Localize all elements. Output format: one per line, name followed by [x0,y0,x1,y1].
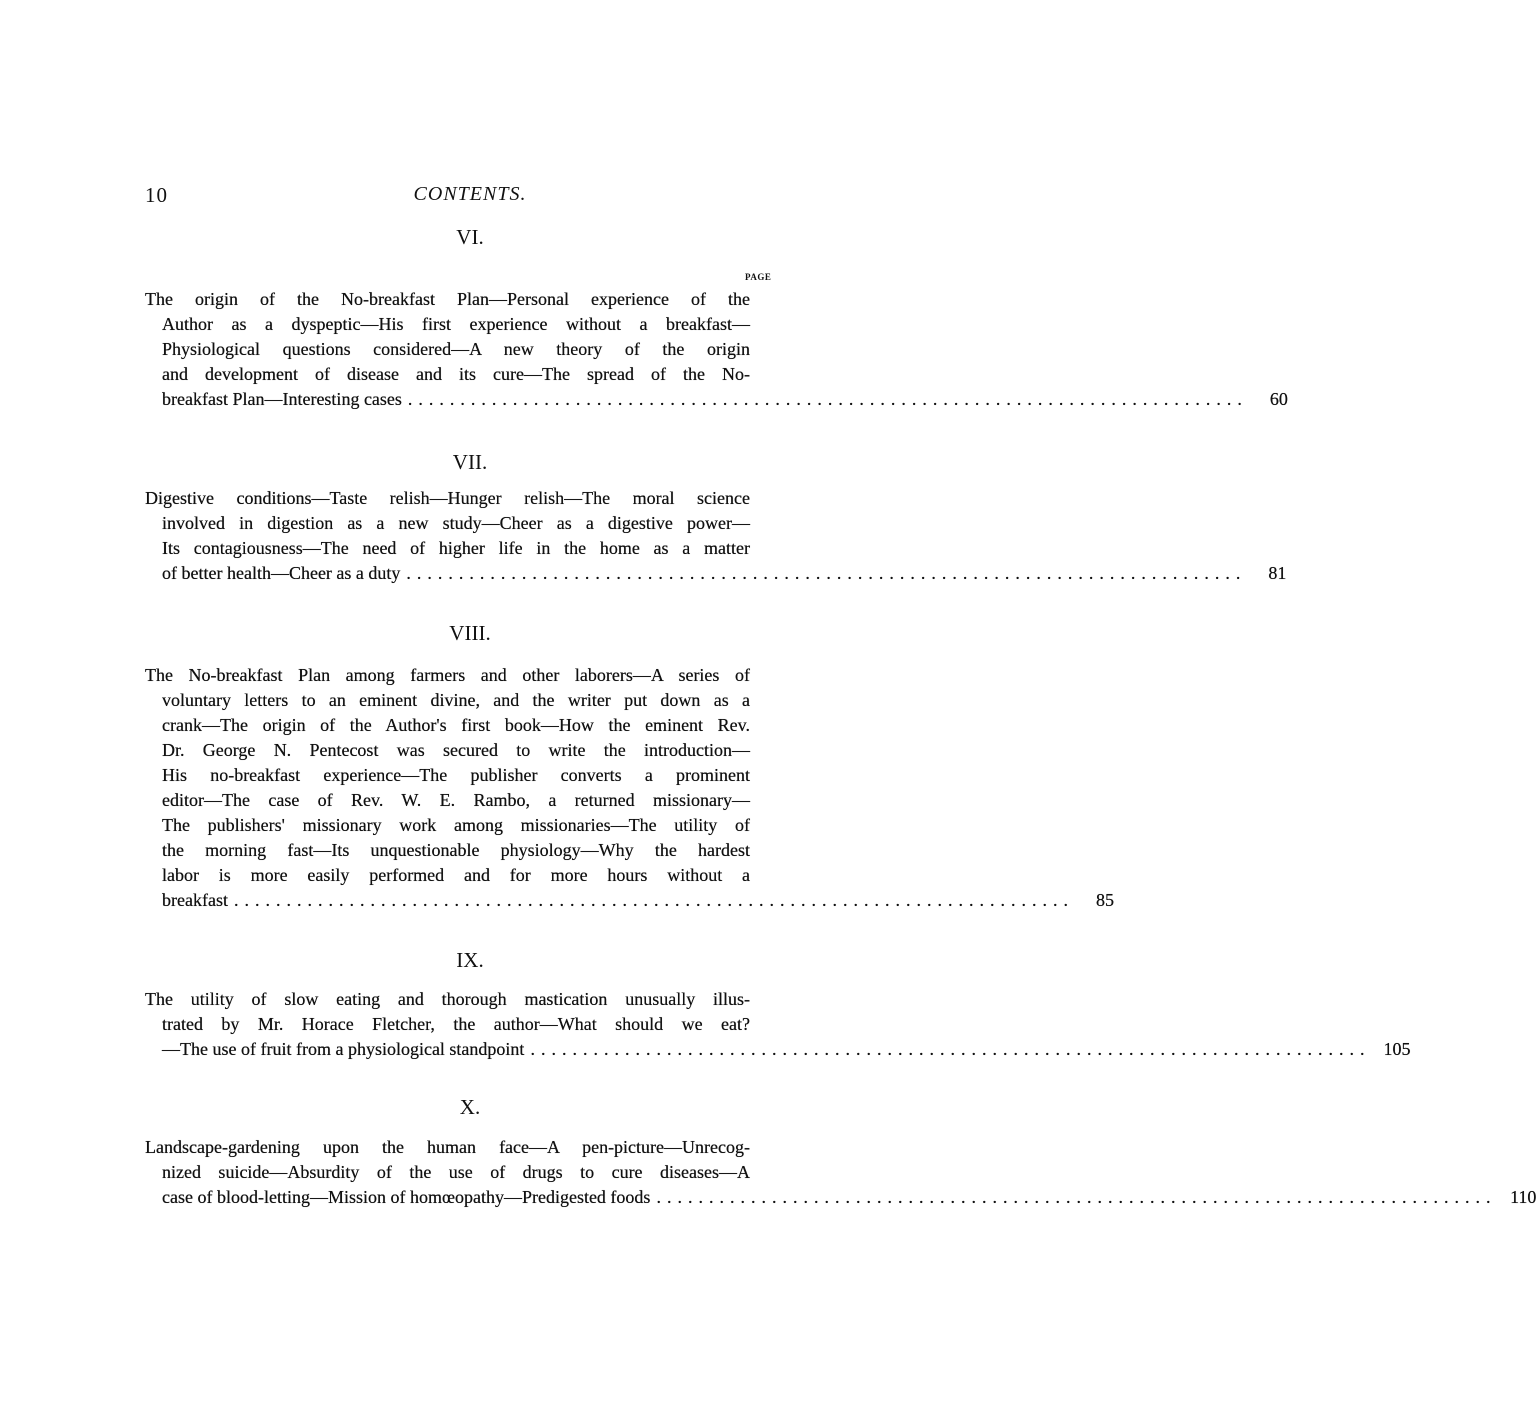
chapter-numeral: IX. [456,948,484,972]
dot-leader: ................................................................................ [407,389,1248,409]
entry-line-text: breakfast Plan—Interesting cases [162,389,402,409]
chapter-numeral: X. [459,1095,481,1119]
chapter-numeral: VII. [452,450,488,474]
entry-line: His no-breakfast experience—The publisher converts a prominent [162,765,750,785]
entry-line: editor—The case of Rev. W. E. Rambo, a returned missionary— [162,790,750,810]
entry-line-text: case of blood-letting—Mission of homœopathy—Predigested foods [162,1187,651,1207]
entry-page-number: 105 [1383,1039,1411,1059]
entry-line [162,561,1287,586]
entry-line: and development of disease and its cure—The spread of the No- [162,364,750,384]
dot-leader: ................................................................................ [406,563,1247,583]
entry-page-number: 85 [1095,890,1114,910]
entry-line: involved in digestion as a new study—Cheer as a digestive power— [162,513,750,533]
entry-line: Dr. George N. Pentecost was secured to write the introduction— [162,740,750,760]
entry-line: nized suicide—Absurdity of the use of drugs to cure diseases—A [162,1162,750,1182]
entry-line: voluntary letters to an eminent divine, and the writer put down as a [162,690,750,710]
entry-line [162,387,1288,412]
entry-line: Its contagiousness—The need of higher life in the home as a matter [162,538,750,558]
contents-entry [145,987,1411,1062]
page-column-label: PAGE [745,272,772,282]
entry-line-text: of better health—Cheer as a duty [162,563,401,583]
entry-line: Landscape-gardening upon the human face—A pen-picture—Unrecog- [145,1137,750,1157]
chapter-numeral: VIII. [449,621,491,645]
page-number: 10 [145,183,168,207]
entry-line: Physiological questions considered—A new theory of the origin [162,339,750,359]
contents-entry [145,1135,1536,1210]
dot-leader: ................................................................................ [530,1039,1371,1059]
contents-entry [145,486,1287,586]
entry-line: Digestive conditions—Taste relish—Hunger relish—The moral science [145,488,750,508]
entry-line: labor is more easily performed and for more hours without a [162,865,750,885]
entry-line-text: —The use of fruit from a physiological standpoint [162,1039,525,1059]
contents-entry [145,663,1114,913]
entry-line: Author as a dyspeptic—His first experience without a breakfast— [162,314,750,334]
entry-page-number: 81 [1268,563,1287,583]
entry-page-number: 60 [1269,389,1288,409]
entry-line: crank—The origin of the Author's first book—How the eminent Rev. [162,715,750,735]
entry-line [162,1037,1411,1062]
entry-line [162,1185,1536,1210]
chapter-numeral: VI. [456,225,484,249]
entry-line: trated by Mr. Horace Fletcher, the author—What should we eat? [162,1014,750,1034]
entry-page-number: 110 [1510,1187,1536,1207]
entry-line: The publishers' missionary work among missionaries—The utility of [162,815,750,835]
entry-line: The origin of the No-breakfast Plan—Personal experience of the [145,289,750,309]
entry-line-text: breakfast [162,890,228,910]
running-title: CONTENTS. [413,183,527,205]
dot-leader: ................................................................................ [233,890,1074,910]
entry-line: the morning fast—Its unquestionable physiology—Why the hardest [162,840,750,860]
entry-line [162,888,1114,913]
entry-line: The utility of slow eating and thorough mastication unusually illus- [145,989,750,1009]
contents-entry [145,287,1288,412]
entry-line: The No-breakfast Plan among farmers and other laborers—A series of [145,665,750,685]
dot-leader: ................................................................................ [656,1187,1497,1207]
